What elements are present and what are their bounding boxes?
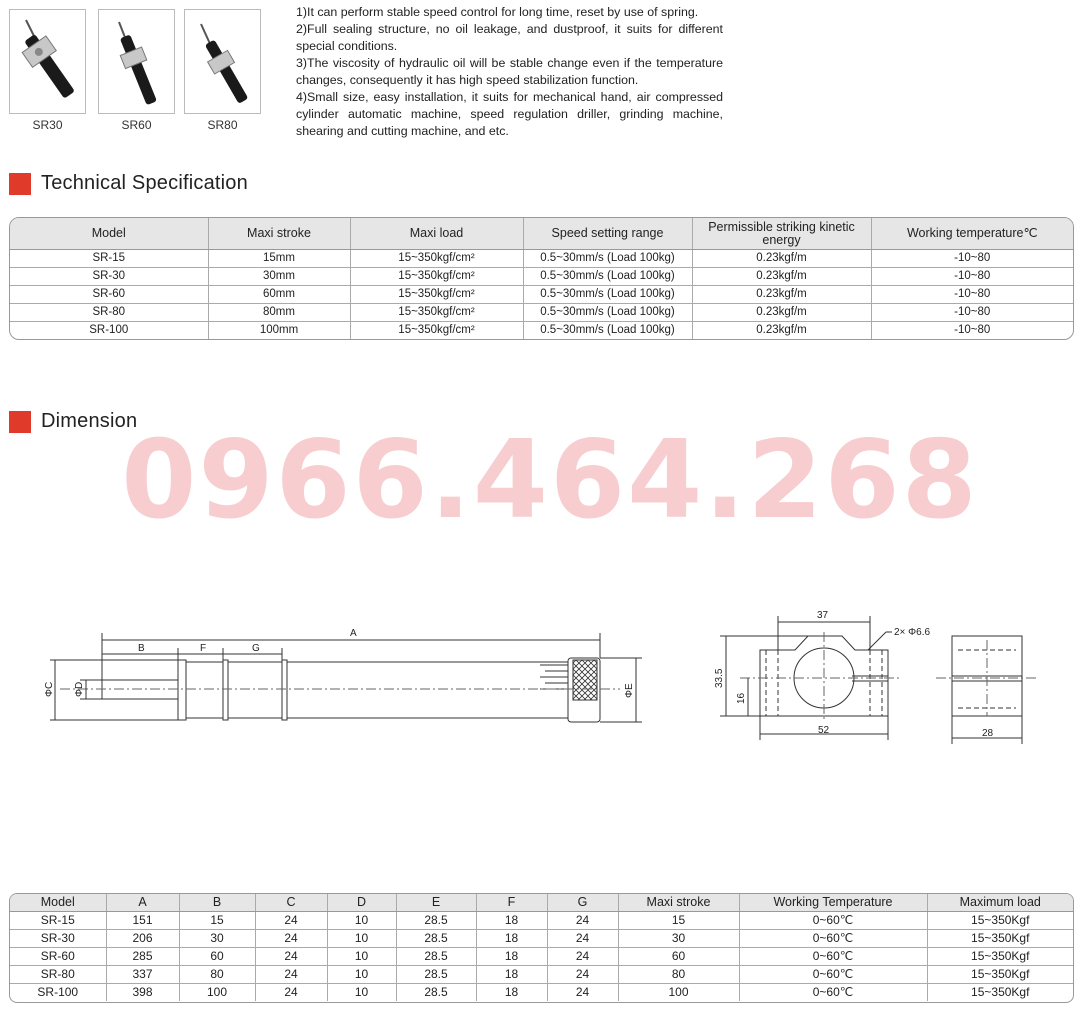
column-header: B <box>179 894 255 912</box>
table-cell: 30mm <box>208 268 350 286</box>
column-header: F <box>476 894 547 912</box>
table-cell: 28.5 <box>396 930 476 948</box>
table-cell: 0.5~30mm/s (Load 100kg) <box>523 304 692 322</box>
dim-label-f: F <box>200 643 207 654</box>
phone-watermark: 0966.464.268 <box>121 418 979 543</box>
table-cell: 80 <box>179 966 255 984</box>
table-cell: 24 <box>547 984 618 1002</box>
table-cell: 15mm <box>208 250 350 268</box>
table-cell: 28.5 <box>396 966 476 984</box>
table-cell: 398 <box>106 984 179 1002</box>
body-segment-f <box>186 662 223 718</box>
column-header: Model <box>10 218 208 250</box>
dim-label-28: 28 <box>982 728 994 739</box>
dim-label-52: 52 <box>818 725 830 736</box>
table-cell: SR-80 <box>10 966 106 984</box>
table-cell: -10~80 <box>871 304 1073 322</box>
feature-item: 3)The viscosity of hydraulic oil will be stable change even if the temperature changes, consequently it has high speed stabilization function. <box>296 56 723 87</box>
dim-label-b: B <box>138 643 145 654</box>
table-cell: -10~80 <box>871 268 1073 286</box>
table-cell: 206 <box>106 930 179 948</box>
table-cell: 18 <box>476 912 547 930</box>
table-cell: 80mm <box>208 304 350 322</box>
table-cell: SR-80 <box>10 304 208 322</box>
table-cell: 15~350kgf/cm² <box>350 304 523 322</box>
table-cell: 60 <box>618 948 739 966</box>
knurl-pattern <box>573 660 597 700</box>
dim-label-g: G <box>252 643 260 654</box>
column-header: Maximum load <box>927 894 1073 912</box>
table-cell: 0.5~30mm/s (Load 100kg) <box>523 250 692 268</box>
dim-label-holes: 2× Φ6.6 <box>894 627 931 638</box>
table-row <box>10 948 1073 966</box>
table-cell: 28.5 <box>396 984 476 1002</box>
table-cell: 0~60℃ <box>739 984 927 1002</box>
feature-item: 4)Small size, easy installation, it suits for mechanical hand, air compressed cylinder automatic machine, speed regulation driller, grinding machine, shearing and cutting machine, and etc. <box>296 90 723 138</box>
table-cell: 30 <box>179 930 255 948</box>
table-cell: 0~60℃ <box>739 948 927 966</box>
dim-label-d: ΦD <box>74 681 85 697</box>
column-header: Working temperature℃ <box>871 218 1073 250</box>
feature-item: 1)It can perform stable speed control for long time, reset by use of spring. <box>296 5 699 19</box>
table-cell: 100 <box>179 984 255 1002</box>
table-cell: SR-15 <box>10 250 208 268</box>
table-cell: 10 <box>327 912 396 930</box>
table-cell: -10~80 <box>871 286 1073 304</box>
table-cell: 0~60℃ <box>739 966 927 984</box>
table-cell: 15~350Kgf <box>927 912 1073 930</box>
dim-label-e: ΦE <box>624 683 635 698</box>
table-cell: -10~80 <box>871 250 1073 268</box>
table-cell: 10 <box>327 984 396 1002</box>
table-cell: 100mm <box>208 322 350 340</box>
table-cell: 18 <box>476 984 547 1002</box>
table-cell: 0.23kgf/m <box>692 286 871 304</box>
table-cell: 18 <box>476 930 547 948</box>
table-row <box>10 930 1073 948</box>
column-header: D <box>327 894 396 912</box>
table-cell: 24 <box>547 930 618 948</box>
table-cell: 24 <box>547 912 618 930</box>
table-cell: 18 <box>476 948 547 966</box>
table-cell: 24 <box>547 948 618 966</box>
table-cell: 60 <box>179 948 255 966</box>
table-cell: 15~350kgf/cm² <box>350 322 523 340</box>
product-label: SR80 <box>207 118 238 132</box>
table-cell: 24 <box>255 966 327 984</box>
table-cell: 10 <box>327 966 396 984</box>
table-header-row <box>10 894 1073 912</box>
dim-label-16: 16 <box>736 692 747 704</box>
table-cell: 15~350Kgf <box>927 948 1073 966</box>
table-cell: SR-100 <box>10 984 106 1002</box>
table-cell: 0.23kgf/m <box>692 250 871 268</box>
table-cell: SR-15 <box>10 912 106 930</box>
table-cell: SR-100 <box>10 322 208 340</box>
table-cell: 15~350Kgf <box>971 985 1030 999</box>
table-cell: 24 <box>547 966 618 984</box>
dim-label-a: A <box>350 628 357 639</box>
table-row <box>10 912 1073 930</box>
column-header: E <box>396 894 476 912</box>
table-cell: SR-60 <box>10 948 106 966</box>
table-cell: 0.5~30mm/s (Load 100kg) <box>523 286 692 304</box>
dimension-table <box>9 893 1074 1003</box>
column-header: Permissible striking kinetic energy <box>692 218 871 250</box>
table-cell: 0.23kgf/m <box>692 268 871 286</box>
table-row <box>10 966 1073 984</box>
column-header: Maxi stroke <box>208 218 350 250</box>
table-cell: SR-30 <box>10 930 106 948</box>
dim-label-c: ΦC <box>44 681 55 697</box>
table-cell: 28.5 <box>396 948 476 966</box>
table-cell: 0.23kgf/m <box>692 322 871 340</box>
table-cell: 337 <box>106 966 179 984</box>
table-cell: -10~80 <box>954 324 991 336</box>
table-cell: 15~350Kgf <box>927 930 1073 948</box>
table-cell: 10 <box>327 948 396 966</box>
section-title: Dimension <box>41 410 138 432</box>
table-cell: 24 <box>255 912 327 930</box>
table-cell: 15~350kgf/cm² <box>350 268 523 286</box>
table-cell: 0.5~30mm/s (Load 100kg) <box>523 322 692 340</box>
table-row <box>10 984 1073 1002</box>
product-label: SR60 <box>121 118 152 132</box>
table-cell: 285 <box>106 948 179 966</box>
section-title: Technical Specification <box>41 172 248 194</box>
table-cell: 0~60℃ <box>739 912 927 930</box>
table-cell: 15 <box>618 912 739 930</box>
table-cell: 60mm <box>208 286 350 304</box>
column-header: C <box>255 894 327 912</box>
table-cell: 24 <box>255 930 327 948</box>
column-header: Model <box>10 894 106 912</box>
table-cell: 28.5 <box>396 912 476 930</box>
table-cell: 0~60℃ <box>739 930 927 948</box>
column-header: Speed setting range <box>523 218 692 250</box>
table-cell: 15~350kgf/cm² <box>350 250 523 268</box>
table-cell: 24 <box>255 948 327 966</box>
table-cell: 151 <box>106 912 179 930</box>
table-cell: SR-30 <box>10 268 208 286</box>
column-header: Maxi load <box>350 218 523 250</box>
product-label: SR30 <box>32 118 63 132</box>
cylinder-body <box>287 662 568 718</box>
column-header: G <box>547 894 618 912</box>
table-cell: SR-60 <box>10 286 208 304</box>
table-cell: 100 <box>618 984 739 1002</box>
body-segment-g <box>228 662 282 718</box>
table-cell: 80 <box>618 966 739 984</box>
table-cell: 0.5~30mm/s (Load 100kg) <box>523 268 692 286</box>
column-header: A <box>106 894 179 912</box>
dim-label-37: 37 <box>817 610 829 621</box>
feature-item: 2)Full sealing structure, no oil leakage, and dustproof, it suits for different special conditions. <box>296 22 723 53</box>
dim-label-33-5: 33.5 <box>714 668 725 688</box>
table-cell: 10 <box>327 930 396 948</box>
stop-ring <box>178 660 186 720</box>
table-cell: 0.23kgf/m <box>692 304 871 322</box>
table-cell: 15 <box>179 912 255 930</box>
table-cell: 15~350Kgf <box>927 966 1073 984</box>
table-cell: 18 <box>476 966 547 984</box>
table-cell: 15~350kgf/cm² <box>350 286 523 304</box>
table-cell: 24 <box>255 984 327 1002</box>
table-cell: 30 <box>618 930 739 948</box>
column-header: Maxi stroke <box>618 894 739 912</box>
column-header: Working Temperature <box>739 894 927 912</box>
